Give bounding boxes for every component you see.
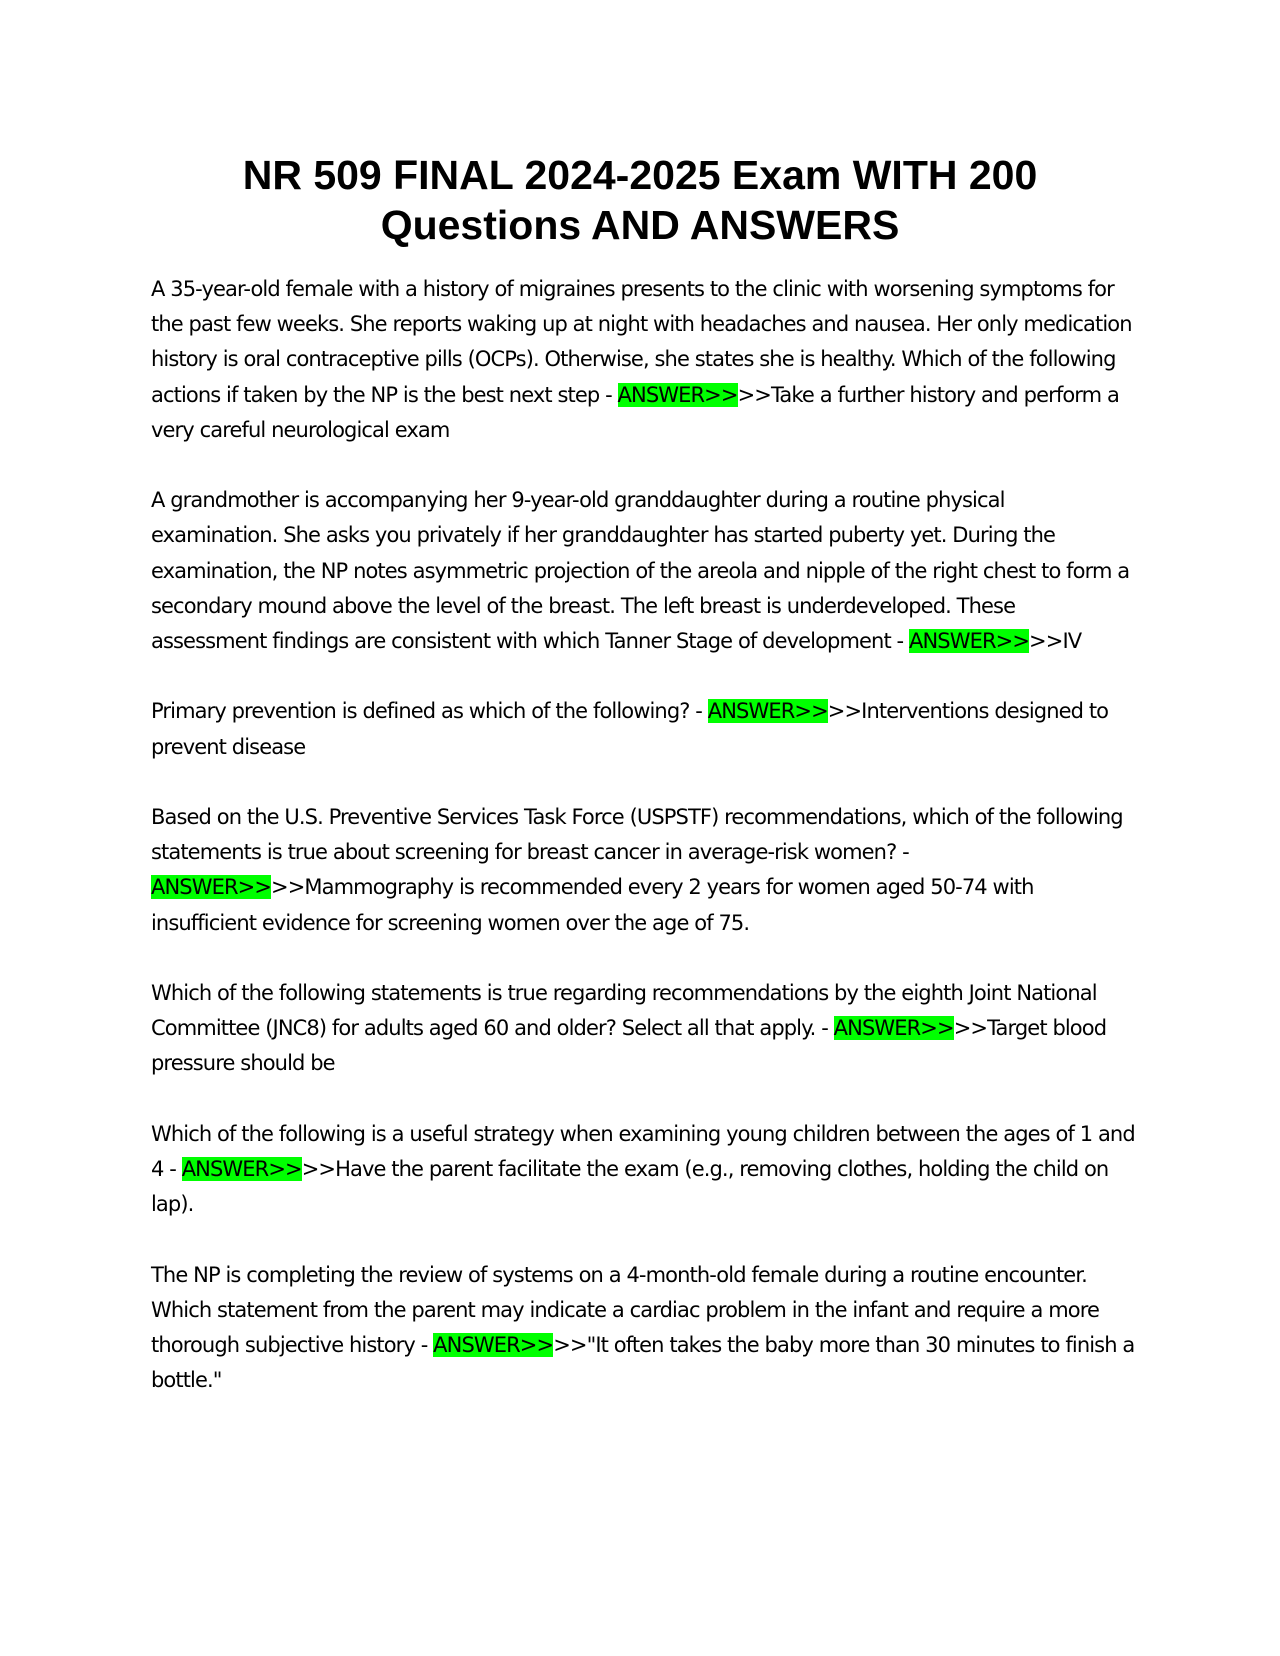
answer-marker: ANSWER>>: [181, 1157, 302, 1181]
answer-text: >>Have the parent facilitate the exam (e.g., removing clothes, holding the child on lap).: [151, 1157, 1109, 1217]
qa-item: [151, 1258, 1136, 1399]
question-text: The NP is completing the review of systems on a 4-month-old female during a routine encounter. Which statement from the parent may indicate a cardiac problem in the infant and require a more thorough subjective history -: [151, 1262, 1099, 1357]
answer-marker: ANSWER>>: [617, 382, 738, 407]
answer-marker: ANSWER>>: [909, 629, 1030, 654]
answer-text: >>Interventions designed to prevent disease: [151, 699, 1109, 759]
answer-text: >>IV: [1029, 629, 1082, 654]
question-text: Primary prevention is defined as which of the following? -: [151, 699, 708, 724]
qa-item: [151, 694, 1136, 764]
answer-text: >>Mammography is recommended every 2 years for women aged 50-74 with insufficient evidence for screening women over the age of 75.: [151, 875, 1034, 935]
answer-text: >>"It often takes the baby more than 30 minutes to finish a bottle.": [151, 1333, 1135, 1393]
question-text: Based on the U.S. Preventive Services Task Force (USPSTF) recommendations, which of the following statements is true about screening for breast cancer in average-risk women? -: [151, 805, 1123, 865]
answer-text: >>Take a further history and perform a very careful neurological exam: [151, 382, 1119, 442]
qa-item: [151, 1117, 1136, 1223]
qa-item: [151, 800, 1136, 941]
document-title: [150, 150, 1130, 250]
qa-item: [151, 976, 1136, 1082]
question-text: Which of the following statements is true regarding recommendations by the eighth Joint National Committee (JNC8) for adults aged 60 and older? Select all that apply. -: [151, 981, 1097, 1041]
question-text: Which of the following is a useful strategy when examining young children between the ages of 1 and 4 -: [151, 1121, 1135, 1181]
title-line-2: Questions AND ANSWERS: [380, 202, 900, 248]
qa-item: [151, 272, 1136, 448]
qa-item: [151, 483, 1136, 659]
answer-text: >>Target blood pressure should be: [151, 1016, 1107, 1076]
answer-marker: ANSWER>>: [433, 1333, 554, 1357]
qa-list: [151, 272, 1136, 1434]
answer-marker: ANSWER>>: [833, 1016, 954, 1041]
question-text: A grandmother is accompanying her 9-year-old granddaughter during a routine physical examination. She asks you privately if her granddaughter has started puberty yet. During the examination, the NP notes asymmetric projection of the areola and nipple of the right chest to form a secondary mound above the level of the breast. The left breast is underdeveloped. These assessment findings are consistent with which Tanner Stage of development -: [151, 488, 1130, 654]
title-line-1: NR 509 FINAL 2024-2025 Exam WITH 200: [242, 152, 1038, 198]
question-text: A 35-year-old female with a history of migraines presents to the clinic with worsening symptoms for the past few weeks. She reports waking up at night with headaches and nausea. Her only medication history is oral contraceptive pills (OCPs). Otherwise, she states she is healthy. Which of the following actions if taken by the NP is the best next step -: [151, 277, 1132, 407]
answer-marker: ANSWER>>: [151, 875, 272, 900]
answer-marker: ANSWER>>: [707, 699, 828, 724]
